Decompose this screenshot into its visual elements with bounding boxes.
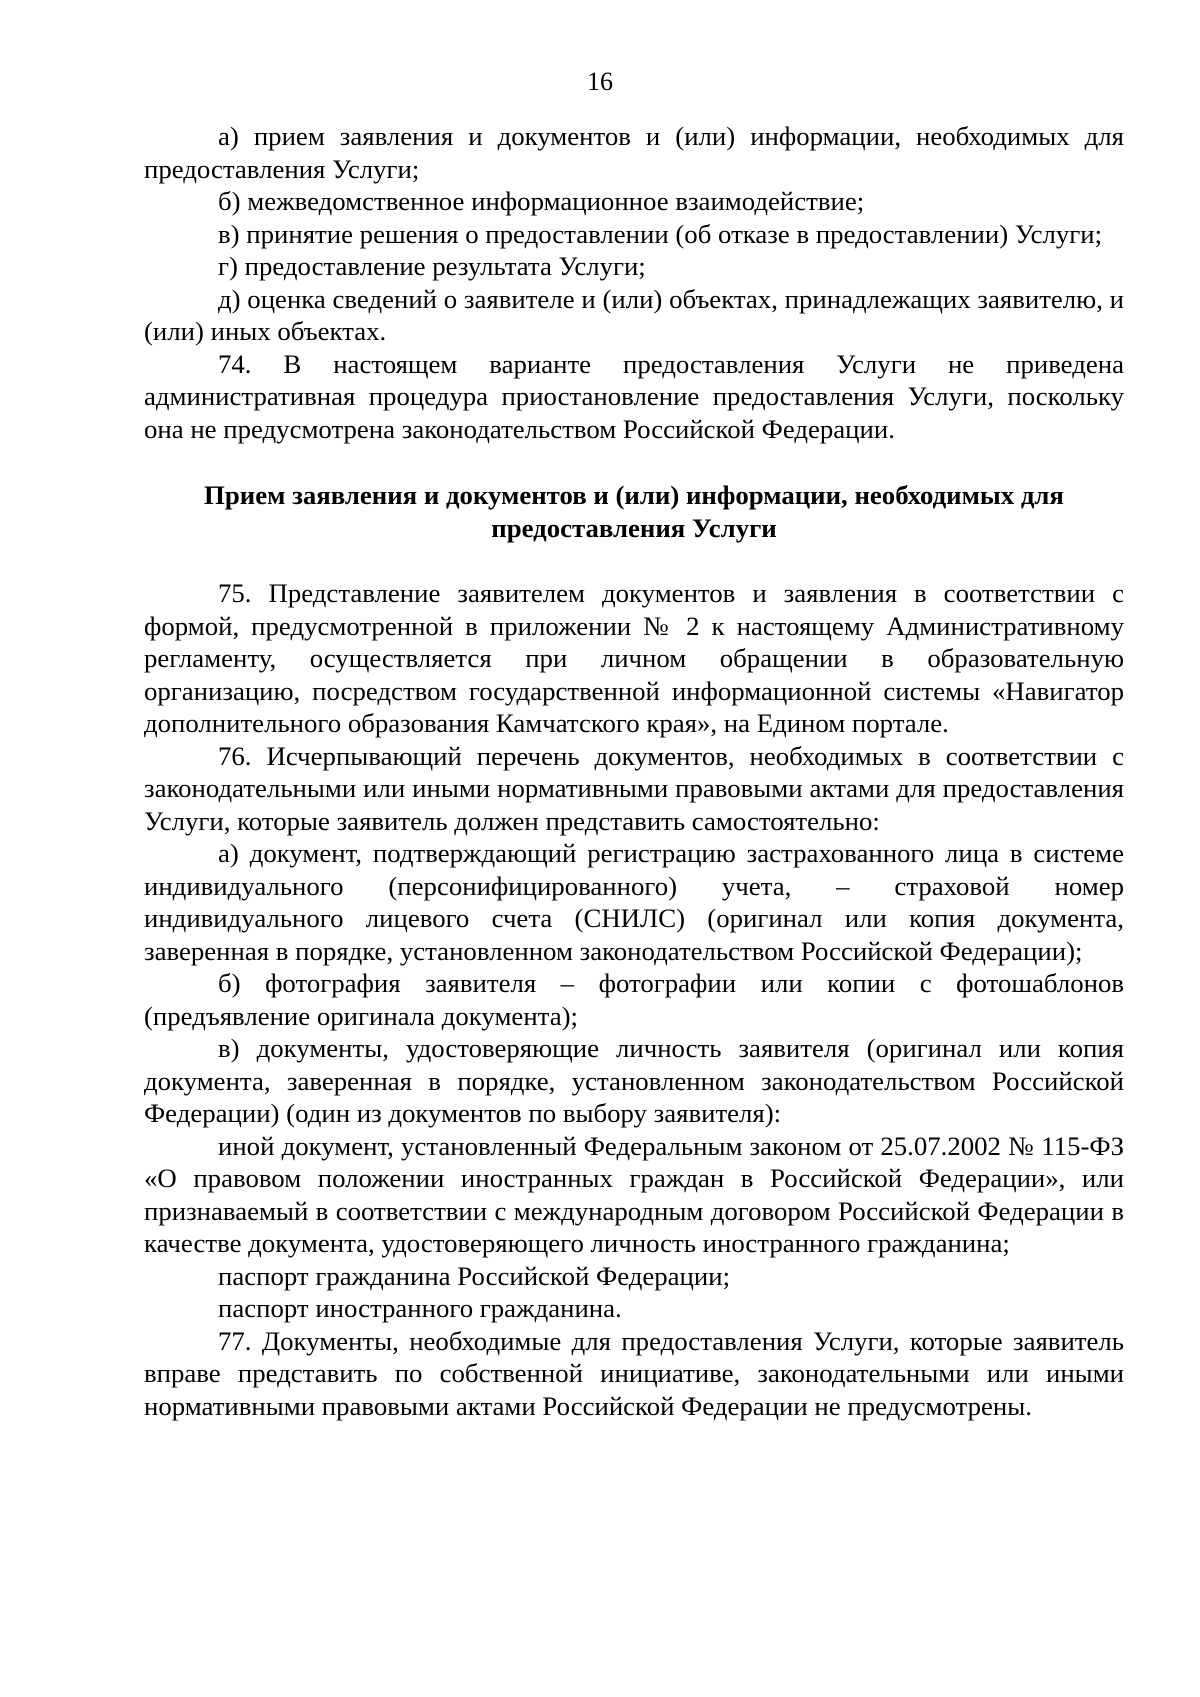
clause-76-item-a: а) документ, подтверждающий регистрацию застрахованного лица в системе индивидуального (персонифицированного) учета, – страховой номер индивидуального лицевого счета (СНИЛС) (оригинал или копия документа, заверенная в порядке, установленном законодательством Российской Федерации); <box>144 838 1124 966</box>
clause-74: 74. В настоящем варианте предоставления Услуги не приведена административная процедура приостановление предоставления Услуги, поскольку она не предусмотрена законодательством Российской Федерации. <box>144 348 1124 444</box>
clause-76: 76. Исчерпывающий перечень документов, необходимых в соответствии с законодательными или иными нормативными правовыми актами для предоставления Услуги, которые заявитель должен представить самостоятельно: <box>144 740 1124 836</box>
clause-75: 75. Представление заявителем документов и заявления в соответствии с формой, предусмотренной в приложении № 2 к настоящему Административному регламенту, осуществляется при личном обращении в образовательную организацию, посредством государственной информационной системы «Навигатор дополнительного образования Камчатского края», на Едином портале. <box>144 578 1124 738</box>
id-document-other: иной документ, установленный Федеральным законом от 25.07.2002 № 115-ФЗ «О правовом положении иностранных граждан в Российской Федерации», или признаваемый в соответствии с международным договором Российской Федерации в качестве документа, удостоверяющего личность иностранного гражданина; <box>144 1130 1124 1258</box>
list-item-v: в) принятие решения о предоставлении (об отказе в предоставлении) Услуги; <box>218 218 1103 249</box>
list-item-d: д) оценка сведений о заявителе и (или) объектах, принадлежащих заявителю, и (или) иных объектах. <box>144 283 1124 346</box>
list-item-b: б) межведомственное информационное взаимодействие; <box>218 186 865 216</box>
clause-76-item-v: в) документы, удостоверяющие личность заявителя (оригинал или копия документа, заверенная в порядке, установленном законодательством Российской Федерации) (один из документов по выбору заявителя): <box>144 1033 1124 1128</box>
document-body <box>144 120 1124 1422</box>
id-document-rf-passport: паспорт гражданина Российской Федерации; <box>218 1260 731 1291</box>
id-document-foreign-passport: паспорт иностранного гражданина. <box>218 1293 622 1323</box>
list-item-g: г) предоставление результата Услуги; <box>218 251 646 281</box>
clause-77: 77. Документы, необходимые для предоставления Услуги, которые заявитель вправе представить по собственной инициативе, законодательными или иными нормативными правовыми актами Российской Федерации не предусмотрены. <box>144 1325 1124 1421</box>
clause-76-item-b: б) фотография заявителя – фотографии или копии с фотошаблонов (предъявление оригинала документа); <box>144 968 1124 1031</box>
section-heading: Прием заявления и документов и (или) информации, необходимых для предоставления Услуги <box>204 480 1064 543</box>
page-number: 16 <box>587 67 613 96</box>
list-item-a: а) прием заявления и документов и (или) информации, необходимых для предоставления Услуги; <box>144 121 1124 184</box>
